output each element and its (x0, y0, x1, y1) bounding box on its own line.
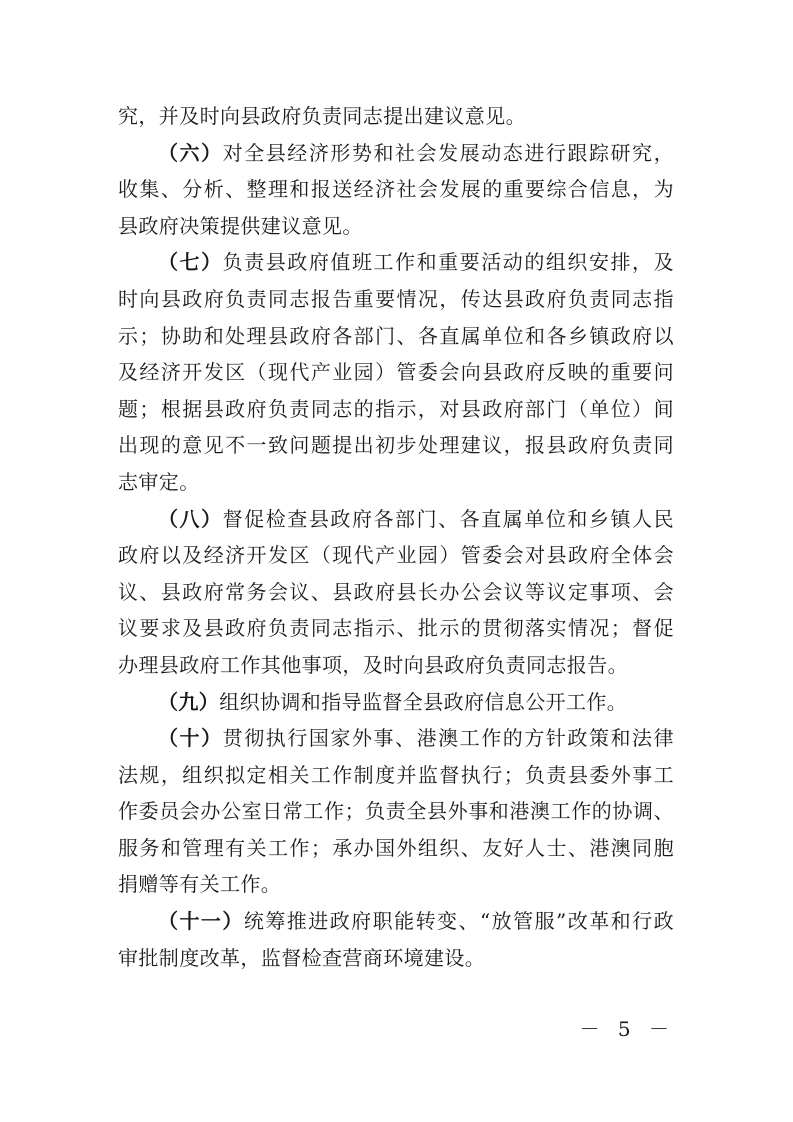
text-line (118, 610, 674, 647)
paragraph-text: 办理县政府工作其他事项，及时向县政府负责同志报告。 (118, 652, 628, 677)
text-line (118, 464, 674, 501)
item-marker: （八） (158, 506, 223, 531)
text-line (118, 171, 674, 208)
text-line (118, 757, 674, 794)
paragraph-text: 示；协助和处理县政府各部门、各直属单位和各乡镇政府以 (118, 323, 674, 348)
paragraph-text: 题；根据县政府负责同志的指示，对县政府部门（单位）间 (118, 396, 674, 421)
paragraph-text: 政府以及经济开发区（现代产业园）管委会对县政府全体会 (118, 543, 674, 568)
paragraph-text: 审批制度改革，监督检查营商环境建设。 (118, 945, 486, 970)
paragraph-text: 督促检查县政府各部门、各直属单位和乡镇人民 (222, 506, 675, 531)
text-line (118, 98, 674, 135)
item-marker: （十） (158, 726, 223, 751)
paragraph-text: 议要求及县政府负责同志指示、批示的贯彻落实情况；督促 (118, 616, 674, 641)
text-line (118, 208, 674, 245)
paragraph-text: 负责县政府值班工作和重要活动的组织安排，及 (222, 250, 675, 275)
text-line (118, 244, 674, 281)
paragraph-text: 统筹推进政府职能转变、“放管服”改革和行政 (243, 909, 674, 934)
item-marker: （十一） (158, 909, 244, 934)
paragraph-text: 议、县政府常务会议、县政府县长办公会议等议定事项、会 (118, 579, 674, 604)
paragraph-text: 作委员会办公室日常工作；负责全县外事和港澳工作的协调、 (118, 799, 674, 824)
item-marker: （六） (158, 140, 223, 165)
text-line (118, 830, 674, 867)
paragraph-text: 究，并及时向县政府负责同志提出建议意见。 (118, 104, 526, 128)
text-line (118, 866, 674, 903)
text-line (118, 501, 674, 538)
text-line (118, 135, 674, 172)
document-body (118, 98, 674, 976)
text-line (118, 647, 674, 684)
paragraph-text: 时向县政府负责同志报告重要情况，传达县政府负责同志指 (118, 286, 674, 311)
text-line (118, 574, 674, 611)
text-line (118, 537, 674, 574)
text-line (118, 354, 674, 391)
paragraph-text: 捐赠等有关工作。 (118, 872, 282, 897)
paragraph-text: 县政府决策提供建议意见。 (118, 213, 363, 238)
paragraph-text: 出现的意见不一致问题提出初步处理建议，报县政府负责同 (118, 433, 674, 458)
text-line (118, 318, 674, 355)
paragraph-text: 及经济开发区（现代产业园）管委会向县政府反映的重要问 (118, 360, 674, 385)
text-line (118, 427, 674, 464)
item-marker: （七） (158, 250, 223, 275)
paragraph-text: 收集、分析、整理和报送经济社会发展的重要综合信息，为 (118, 177, 674, 202)
text-line (118, 281, 674, 318)
paragraph-text: 服务和管理有关工作；承办国外组织、友好人士、港澳同胞 (118, 835, 674, 860)
paragraph-text: 组织协调和指导监督全县政府信息公开工作。 (219, 689, 628, 714)
page-number: － 5 － (579, 1017, 675, 1041)
paragraph-text: 志审定。 (118, 469, 200, 494)
text-line (118, 793, 674, 830)
item-marker: （九） (158, 689, 220, 714)
text-line (118, 940, 674, 977)
paragraph-text: 法规，组织拟定相关工作制度并监督执行；负责县委外事工 (118, 762, 674, 787)
paragraph-text: 贯彻执行国家外事、港澳工作的方针政策和法律 (222, 726, 675, 751)
text-line (118, 903, 674, 940)
text-line (118, 391, 674, 428)
paragraph-text: 对全县经济形势和社会发展动态进行跟踪研究， (222, 140, 675, 165)
text-line (118, 720, 674, 757)
text-line (118, 684, 674, 721)
